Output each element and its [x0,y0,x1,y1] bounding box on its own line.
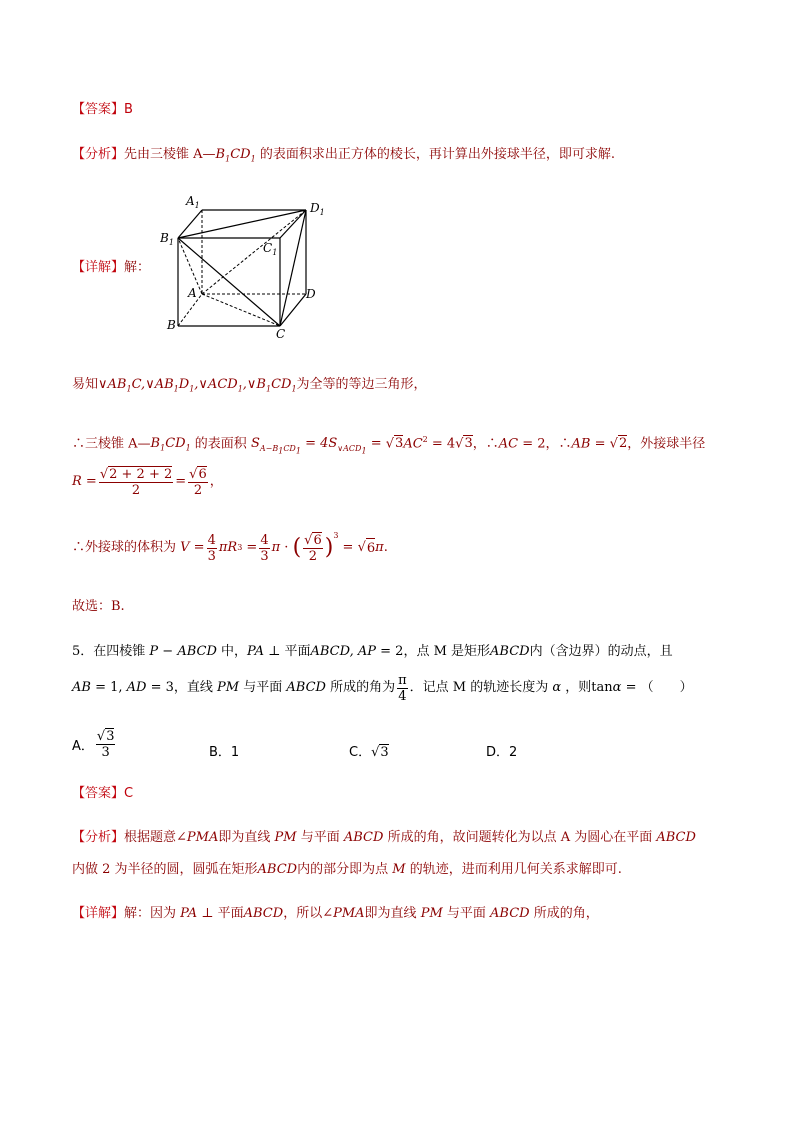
label-C: C [276,327,286,341]
q4-area-line: ∴三棱锥 $A—B_1CD_1$ 的表面积 $S_{A-B_1CD_1} = 4S_{\vee ACD_1} = √3AC^2 = 4√3$，∴AC = 2，∴AB = √2，外接球半径 [72,435,706,456]
label-C1: $C_1$ [263,241,278,257]
q5-answer-value: C [124,786,134,801]
label-D: D [306,287,316,301]
q4-answer-value: B [124,102,133,117]
q5-option-b[interactable]: B．1 [209,745,240,760]
q5-stem-line2: AB = 1, AD = 3 ，直线 PM 与平面 ABCD 所成的角为 $\frac{\pi}{4}$ ．记点 M 的轨迹长度为 α ，则 tan α = （ ） [72,672,693,704]
q4-radius-formula: R = $\frac{√2 + 2 + 2}{2}$ = $\frac{√6}{2}$ ， [72,466,223,498]
label-A1: $A_1$ [186,194,200,210]
q5-analysis-line1: 【分析】根据题意∠PMA即为直线 PM 与平面 ABCD 所成的角，故问题转化为以点 A 为圆心在平面 ABCD [72,830,696,845]
q5-option-d[interactable]: D．2 [486,745,518,760]
q4-answer-line [72,100,133,120]
q4-equilateral-line: 易知$\vee AB_1C,\vee AB_1D_1,\vee ACD_1,\vee B_1CD_1$为全等的等边三角形， [72,377,427,394]
cube-figure [160,188,340,343]
q5-stem-line1: 5．在四棱锥 P − ABCD 中，PA ⊥ 平面ABCD, AP = 2，点 M 是矩形ABCD内（含边界）的动点，且 [72,644,673,659]
q4-choice-line: 故选：B. [72,599,125,614]
q5-option-c[interactable]: C．√3 [349,745,389,760]
detail-label: 【详解】 [72,260,125,275]
label-B1: $B_1$ [160,231,174,247]
answer-label: 【答案】 [72,102,125,117]
label-B: B [167,318,176,332]
q4-detail-line: 【详解】解： [72,260,151,275]
label-A: A [188,286,197,300]
q4-volume-formula: ∴外接球的体积为 V = $\frac{4}{3}$ πR 3 = $\frac{4}{3}$ π · ( $\frac{√6}{2}$ ) $^3$ = √ 6 π . [72,531,388,564]
q5-analysis-line2: 内做 2 为半径的圆，圆弧在矩形ABCD内的部分即为点 M 的轨迹，进而利用几何关系求解即可. [72,862,622,877]
analysis-label: 【分析】 [72,147,125,162]
q5-detail-line: 【详解】解：因为 PA ⊥ 平面ABCD，所以∠PMA即为直线 PM 与平面 ABCD 所成的角， [72,906,599,921]
q4-analysis-line: 【分析】先由三棱锥 $A—B_1CD_1$ 的表面积求出正方体的棱长，再计算出外接球半径，即可求解. [72,147,615,164]
q5-option-a[interactable]: A． $\frac{√3}{3}$ [72,729,115,760]
label-D1: $D_1$ [310,201,325,217]
q5-answer-line: 【答案】C [72,786,134,801]
